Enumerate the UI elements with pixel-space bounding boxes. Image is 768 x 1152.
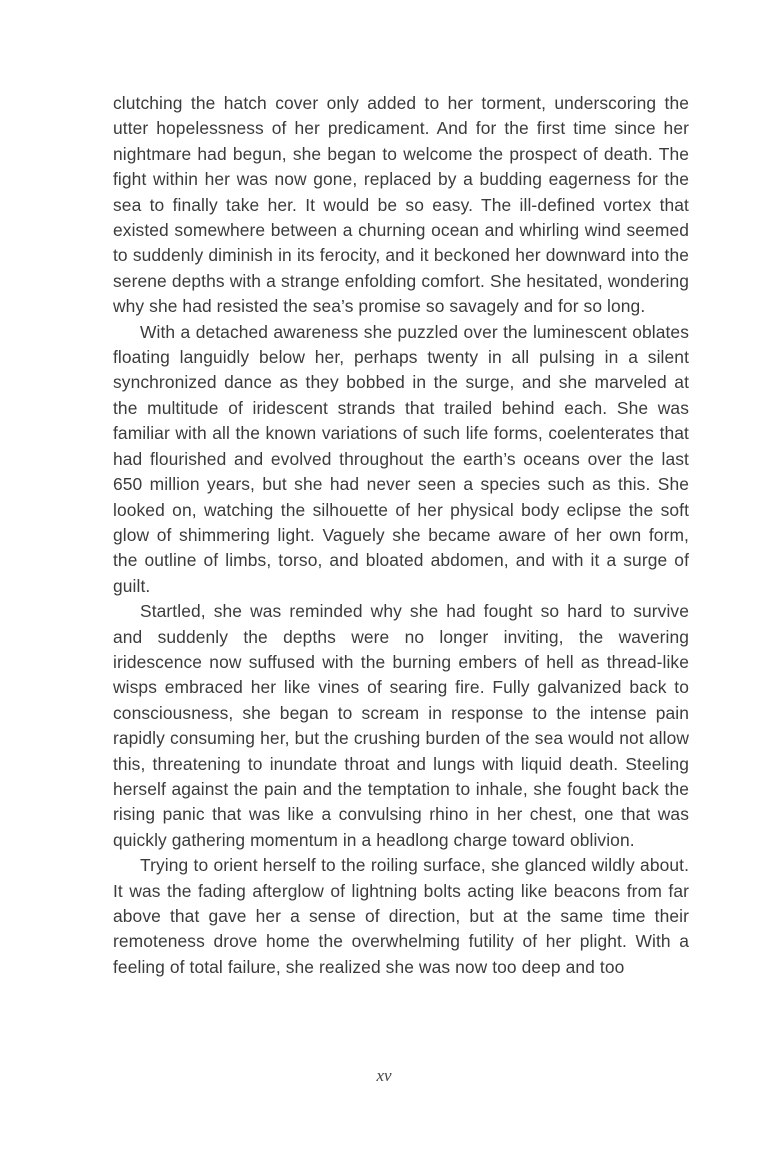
paragraph: Startled, she was reminded why she had fought so hard to survive and suddenly the depths were no longer inviting, the wavering iridescence now suffused with the burning embers of hell as thread-like wisps embraced her like vines of searing fire. Fully galvanized back to consciousness, she began to scream in response to the intense pain rapidly consuming her, but the crushing burden of the sea would not allow this, threatening to inundate throat and lungs with liquid death. Steeling herself against the pain and the temptation to inhale, she fought back the rising panic that was like a convulsing rhino in her chest, one that was quickly gathering momentum in a headlong charge toward oblivion.	[113, 601, 689, 850]
text-block	[113, 91, 689, 980]
paragraph: Trying to orient herself to the roiling surface, she glanced wildly about. It was the fading afterglow of lightning bolts acting like beacons from far above that gave her a sense of direction, but at the same time their remoteness drove home the overwhelming futility of her plight. With a feeling of total failure, she realized she was now too deep and too	[113, 855, 689, 977]
page-number: xv	[376, 1066, 392, 1085]
paragraph: clutching the hatch cover only added to her torment, underscoring the utter hopelessness of her predicament. And for the first time since her nightmare had begun, she began to welcome the prospect of death. The fight within her was now gone, replaced by a budding eagerness for the sea to finally take her. It would be so easy. The ill-defined vortex that existed somewhere between a churning ocean and whirling wind seemed to suddenly diminish in its ferocity, and it beckoned her downward into the serene depths with a strange enfolding comfort. She hesitated, wondering why she had resisted the sea’s promise so savagely and for so long.	[113, 93, 689, 317]
paragraph: With a detached awareness she puzzled over the luminescent oblates floating languidly below her, perhaps twenty in all pulsing in a silent synchronized dance as they bobbed in the surge, and she marveled at the multitude of iridescent strands that trailed behind each. She was familiar with all the known variations of such life forms, coelenterates that had flourished and evolved throughout the earth’s oceans over the last 650 million years, but she had never seen a species such as this. She looked on, watching the silhouette of her physical body eclipse the soft glow of shimmering light. Vaguely she became aware of her own form, the outline of limbs, torso, and bloated abdomen, and with it a surge of guilt.	[113, 321, 689, 596]
